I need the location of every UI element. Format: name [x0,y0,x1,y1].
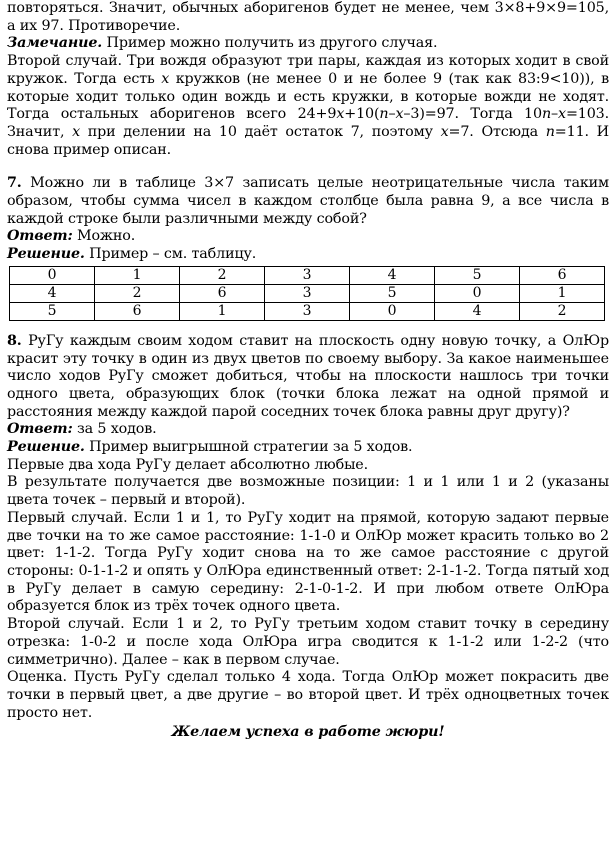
text-run: кружков (не менее 0 и не более 9 (так как 83:9<10)), в которые ходит только один вождь и есть кружки, в которые вожди не ходят. Тогда остальных аборигенов всего 24+9 [7,70,609,123]
problem-8-question [7,333,609,422]
table-cell: 6 [95,302,180,320]
text-run: +10( [344,106,380,123]
text-run: Второй случай. Три вождя образуют три пары, каждая из которых ходит в свой кружок. Тогда есть [7,53,609,87]
text-run: =11. И снова пример описан. [7,123,609,158]
variable: x [336,106,345,123]
solution-label: Решение. [7,439,85,456]
solution-paragraph-4: Второй случай. Если 1 и 2, то РуГу третьим ходом ставит точку в середину отрезка: 1-0-2 и после хода ОлЮра игра сводится к 1-1-2 или 1-2-2 (что симметрично). Далее – как в первом случае. [7,616,609,668]
table-row [10,284,605,302]
problem-7-text: Можно ли в таблице 3×7 записать целые неотрицательные числа таким образом, чтобы сумма чисел в каждом столбце была равна 9, а все числа в каждой строке были различными между собой? [7,175,609,227]
problem-8-solution [7,439,609,457]
table-cell: 0 [435,284,520,302]
solution-paragraph-2: В результате получается две возможные позиции: 1 и 1 или 1 и 2 (указаны цвета точек – первый и второй). [7,474,609,509]
table-row [10,266,605,284]
continuation-text: повторяться. Значит, обычных аборигенов будет не менее, чем 3×8+9×9=105, а их 97. Противоречие. [7,0,609,34]
variable: x [72,123,81,140]
text-run: – [551,106,559,123]
problem-7-solution [7,246,609,264]
table-cell: 0 [350,302,435,320]
table-cell: 1 [95,266,180,284]
spacer [7,159,609,175]
example-table [9,266,605,321]
problem-8-text: РуГу каждым своим ходом ставит на плоскость одну новую точку, а ОлЮр красит эту точку в один из двух цветов по своему выбору. За какое наименьшее число ходов РуГу сможет добиться, чтобы на плоскости нашлось три точки одного цвета, образующих блок (точки блока лежат на одной прямой и расстояния между каждой парой соседних точек блока равны друг другу)? [7,332,609,420]
table-cell: 5 [435,266,520,284]
variable: x [558,106,566,123]
table-cell: 5 [10,302,95,320]
answer-label: Ответ: [7,228,73,245]
remark-label: Замечание. [7,35,103,52]
remark-paragraph [7,35,609,53]
text-run: при делении на 10 даёт остаток 7, поэтому [80,123,441,140]
answer-label: Ответ: [7,421,73,438]
table-cell: 3 [265,266,350,284]
problem-8-number: 8. [7,332,22,349]
table-row [10,302,605,320]
answer-text: Можно. [72,228,136,245]
solution-text: Пример – см. таблицу. [84,246,257,263]
text-run: – [388,106,396,123]
table-cell: 2 [520,302,605,320]
table-cell: 2 [180,266,265,284]
table-cell: 6 [180,284,265,302]
table-cell: 0 [10,266,95,284]
variable: x [395,106,404,123]
table-cell: 3 [265,302,350,320]
answer-text: за 5 ходов. [72,421,157,438]
table-cell: 4 [435,302,520,320]
text-run: =103. Значит, [7,106,609,140]
variable: x [161,70,170,87]
table-cell: 1 [520,284,605,302]
solution-paragraph-5: Оценка. Пусть РуГу сделал только 4 хода. Тогда ОлЮр может покрасить две точки в первый цвет, а две другие – во второй цвет. И трёх одноцветных точек просто нет. [7,669,609,721]
variable: n [541,106,552,123]
table-cell: 2 [95,284,180,302]
table-cell: 1 [180,302,265,320]
table-cell: 6 [520,266,605,284]
solution-paragraph-1: Первые два хода РуГу делает абсолютно любые. [7,456,369,473]
remark-text: Пример можно получить из другого случая. [102,35,438,52]
table-cell: 3 [265,284,350,302]
solution-text: Пример выигрышной стратегии за 5 ходов. [84,439,413,456]
solution-label: Решение. [7,246,85,263]
problem-8-answer [7,421,609,439]
problem-7-answer [7,228,609,246]
table-cell: 4 [350,266,435,284]
text-run: =7. Отсюда [448,123,546,140]
text-run: –3)=97. Тогда 10 [403,106,542,123]
table-cell: 4 [10,284,95,302]
solution-paragraph-3: Первый случай. Если 1 и 1, то РуГу ходит на прямой, которую задают первые две точки на то же самое расстояние: 1-1-0 и ОлЮр может красить только во 2 цвет: 1-1-2. Тогда РуГу ходит снова на то же самое расстояние с другой стороны: 0-1-1-2 и опять у ОлЮра единственный ответ: 2-1-1-2. Тогда пятый ход в РуГу делает в самую середину: 2-1-0-1-2. И при любом ответе ОлЮра образуется блок из трёх точек одного цвета. [7,509,609,615]
variable: n [379,106,389,123]
variable: n [545,123,555,140]
problem-7-number: 7. [7,175,22,192]
second-case-paragraph [7,53,609,159]
problem-7-question [7,175,609,228]
table-cell: 5 [350,284,435,302]
closing-wish: Желаем успеха в работе жюри! [171,724,445,741]
variable: x [440,123,449,140]
